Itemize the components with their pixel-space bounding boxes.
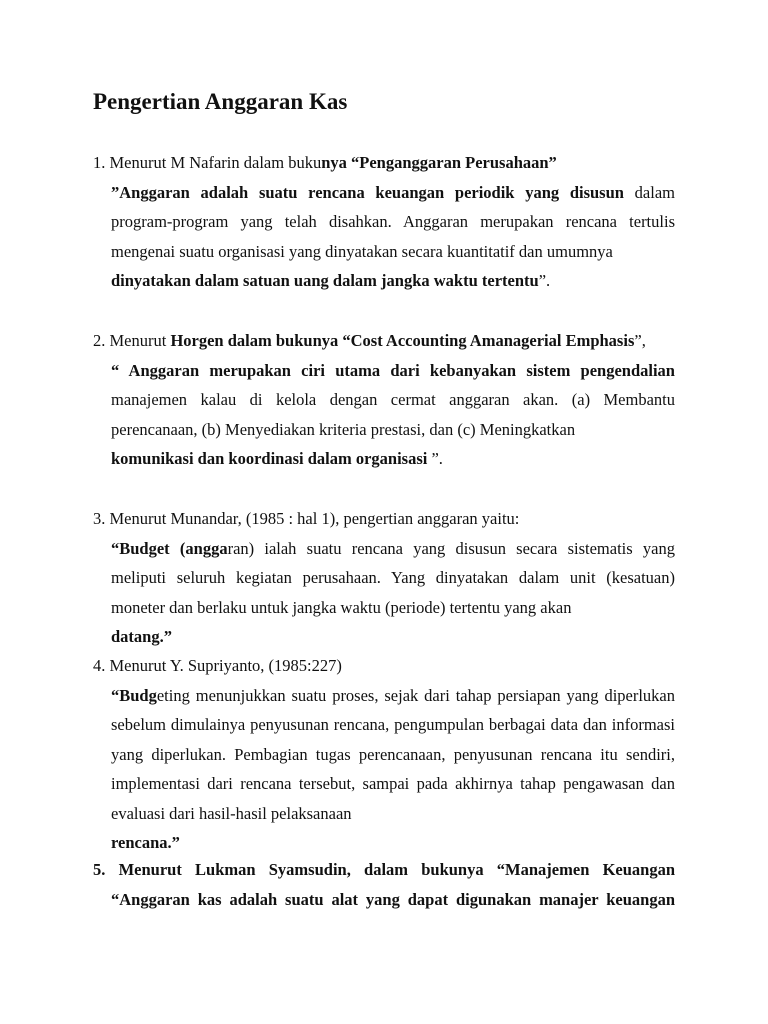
item-quote [111,178,675,296]
item-number: 5. [93,860,106,879]
heading-text: Menurut M Nafarin dalam buku [109,153,322,172]
item-number: 4. [93,656,106,675]
item-quote [111,356,675,474]
quote-bold-lead: “Anggaran kas adalah suatu alat yang dapat digunakan manajer keuangan [111,889,675,909]
item-quote [111,885,675,915]
item-quote [111,534,675,652]
quote-end: ”. [538,271,551,290]
item-number: 1. [93,153,106,172]
item-heading [93,504,675,534]
heading-source: Menurut Lukman Syamsudin, dalam bukunya “Manajemen Keuangan [118,860,675,879]
heading-text: Menurut Y. Supriyanto, (1985:227) [109,656,342,675]
item-number: 2. [93,331,106,350]
item-number: 3. [93,509,106,528]
quote-text: manajemen kalau di kelola dengan cermat anggaran akan. (a) Membantu perencanaan, (b) Menyediakan kriteria prestasi, dan (c) Meningkatkan [111,390,675,439]
item-heading [93,651,675,681]
item-heading [93,326,675,356]
quote-bold-lead: ”Anggaran adalah suatu rencana keuangan periodik yang disusun [111,182,624,202]
quote-end: ”. [431,449,443,468]
item-heading [93,148,675,178]
quote-bold-tail: datang.” [111,627,172,646]
quote-bold-lead: “ Anggaran merupakan ciri utama dari kebanyakan sistem pengendalian [111,360,675,380]
heading-text: Menurut Munandar, (1985 : hal 1), pengertian anggaran yaitu: [109,509,520,528]
definition-item-4 [93,651,675,858]
quote-bold-tail: dinyatakan dalam satuan uang dalam jangka waktu tertentu [111,271,539,290]
quote-bold-lead: “Budg [111,685,157,705]
item-heading [93,855,675,885]
definition-item-5 [93,855,675,914]
item-quote [111,681,675,858]
quote-text: ran) ialah suatu rencana yang disusun secara sistematis yang meliputi seluruh kegiatan perusahaan. Yang dinyatakan dalam unit (kesatuan) moneter dan berlaku untuk jangka waktu (periode) tertentu yang akan [111,538,675,617]
quote-bold-tail: rencana.” [111,833,180,852]
definition-item-1 [93,148,675,296]
quote-bold-tail: komunikasi dan koordinasi dalam organisasi [111,449,432,468]
definition-item-2 [93,326,675,474]
heading-end: ”, [634,331,646,350]
page-title: Pengertian Anggaran Kas [93,89,348,114]
heading-source: nya “Penganggaran Perusahaan” [321,153,557,172]
heading-source: Horgen dalam bukunya “Cost Accounting Amanagerial Emphasis [170,331,635,350]
heading-text: Menurut [109,331,171,350]
quote-text: eting menunjukkan suatu proses, sejak dari tahap persiapan yang diperlukan sebelum dimulainya penyusunan rencana, pengumpulan berbagai data dan informasi yang diperlukan. Pembagian tugas perencanaan, penyusunan rencana itu sendiri, implementasi dari rencana tersebut, sampai pada akhirnya tahap pengawasan dan evaluasi dari hasil-hasil pelaksanaan [111,685,675,823]
quote-text: dalam program-program yang telah disahkan. Anggaran merupakan rencana tertulis mengenai suatu organisasi yang dinyatakan secara kuantitatif dan umumnya [111,182,675,261]
quote-bold-lead: “Budget (angga [111,538,228,558]
definition-item-3 [93,504,675,652]
